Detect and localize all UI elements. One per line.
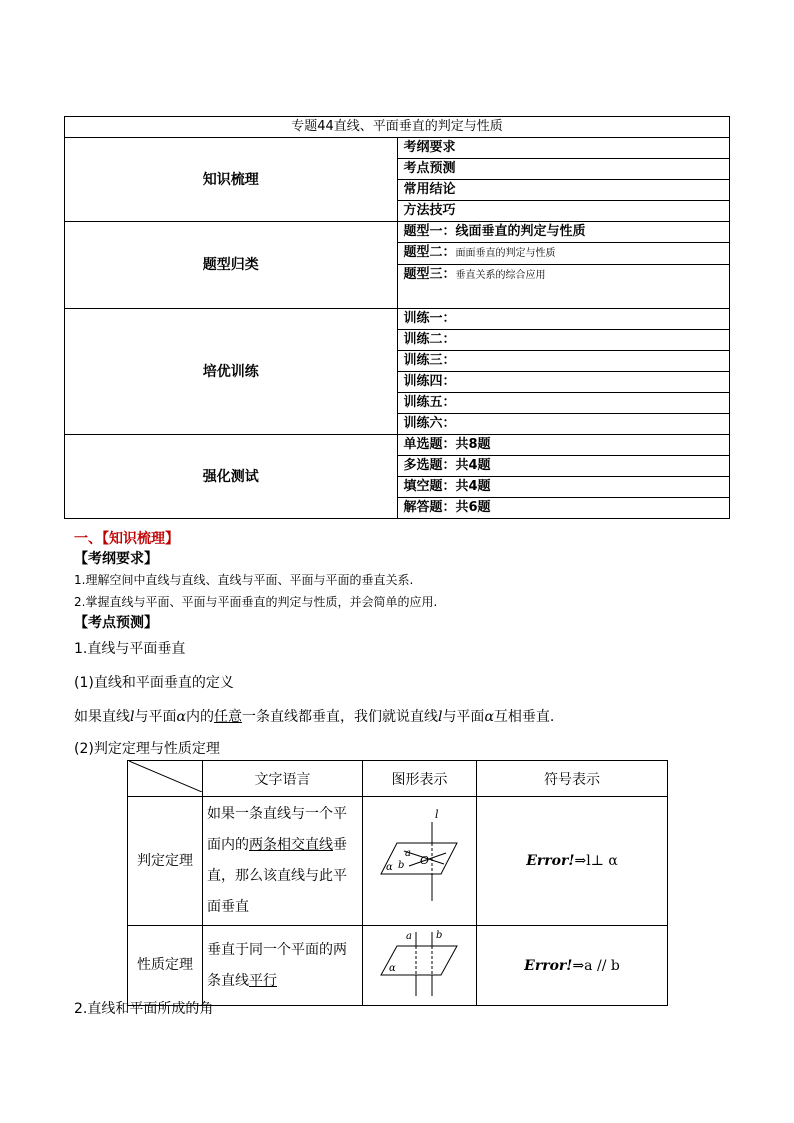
figure-line-perpendicular-plane: [364, 798, 476, 921]
header-cell: 图形表示: [363, 761, 477, 797]
symbol-cell: Error!⇒l⊥ α: [477, 797, 668, 926]
header-diagonal-cell: [128, 761, 203, 797]
header-cell: 符号表示: [477, 761, 668, 797]
outline-row: 单选题：共8题: [397, 435, 730, 456]
label-alpha: α: [388, 963, 396, 974]
outline-row: 训练一：: [397, 309, 730, 330]
outline-row: 题型一：线面垂直的判定与性质: [397, 222, 730, 243]
label-o: O: [419, 853, 429, 867]
outline-title: 专题44直线、平面垂直的判定与性质: [65, 117, 730, 138]
header-cell: 文字语言: [203, 761, 363, 797]
outline-row: 训练六：: [397, 414, 730, 435]
row-label: 判定定理: [128, 797, 203, 926]
section-heading: 一、【知识梳理】: [74, 531, 179, 547]
category-zhishi: 知识梳理: [65, 138, 398, 222]
heading-1-2: (2)判定定理与性质定理: [74, 741, 220, 757]
label-l: l: [434, 807, 439, 821]
outline-row: 填空题：共4题: [397, 477, 730, 498]
heading-2: 2.直线和平面所成的角: [74, 1001, 214, 1017]
subheading-kdyc: 【考点预测】: [74, 615, 158, 631]
content: [74, 529, 734, 759]
category-peiyou: 培优训练: [65, 309, 398, 435]
outline-row: 训练四：: [397, 372, 730, 393]
diagonal-line: [129, 761, 202, 792]
outline-row: 训练二：: [397, 330, 730, 351]
figure-cell: [363, 926, 477, 1006]
outline-row: 训练三：: [397, 351, 730, 372]
paragraph: 1.理解空间中直线与直线、直线与平面、平面与平面的垂直关系.: [74, 573, 414, 587]
outline-row: 多选题：共4题: [397, 456, 730, 477]
outline-row: 考纲要求: [397, 138, 730, 159]
label-b: b: [397, 859, 404, 871]
outline-row: 解答题：共6题: [397, 498, 730, 519]
label-b: b: [435, 930, 442, 941]
paragraph: 2.掌握直线与平面、平面与平面垂直的判定与性质，并会简单的应用.: [74, 595, 438, 609]
outline-row: 训练五：: [397, 393, 730, 414]
outline-row: 题型二：面面垂直的判定与性质: [397, 243, 730, 265]
heading-1-1: (1)直线和平面垂直的定义: [74, 675, 234, 691]
row-text: 如果一条直线与一个平面内的两条相交直线垂直，那么该直线与此平面垂直: [203, 797, 363, 926]
row-label: 性质定理: [128, 926, 203, 1006]
outline-row: 常用结论: [397, 180, 730, 201]
category-qianghua: 强化测试: [65, 435, 398, 519]
figure-cell: [363, 797, 477, 926]
category-tixing: 题型归类: [65, 222, 398, 309]
symbol-cell: Error!⇒a // b: [477, 926, 668, 1006]
outline-row: 考点预测: [397, 159, 730, 180]
label-a: a: [405, 931, 412, 942]
outline-row: 题型三：垂直关系的综合应用: [397, 265, 730, 309]
subheading-kgyq: 【考纲要求】: [74, 551, 158, 567]
figure-parallel-lines: [364, 926, 476, 1001]
outline-table: [64, 116, 730, 519]
definition-paragraph: 如果直线l与平面α内的任意一条直线都垂直，我们就说直线l与平面α互相垂直.: [74, 709, 555, 725]
label-alpha: α: [385, 861, 393, 873]
label-a: a: [404, 847, 411, 859]
outline-row: 方法技巧: [397, 201, 730, 222]
row-text: 垂直于同一个平面的两条直线平行: [203, 926, 363, 1006]
heading-1: 1.直线与平面垂直: [74, 641, 186, 657]
theorem-table: [127, 760, 668, 1006]
